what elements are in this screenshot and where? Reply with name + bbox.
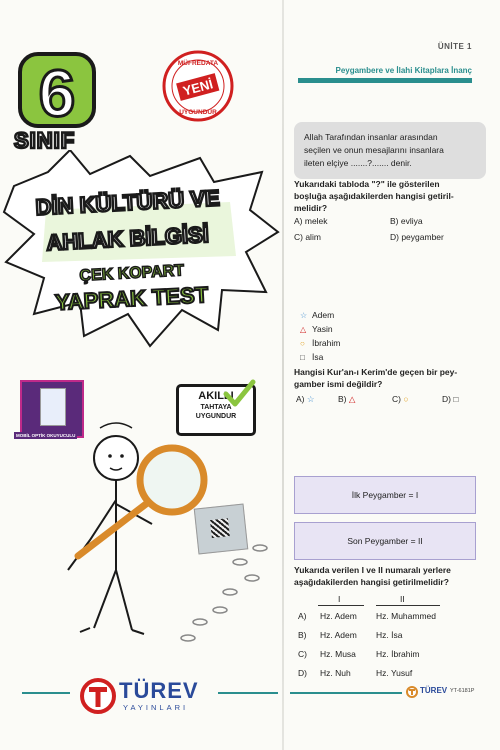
star-icon: ☆ bbox=[306, 394, 315, 404]
board-line-2: TAHTAYA bbox=[200, 404, 232, 411]
square-icon: □ bbox=[453, 394, 459, 404]
badge-main-text: YENİ bbox=[181, 76, 215, 99]
triangle-icon: △ bbox=[348, 394, 356, 404]
left-footer-line bbox=[22, 692, 70, 694]
question2-stem bbox=[294, 366, 474, 390]
q3-row-label[interactable]: C) bbox=[298, 649, 307, 659]
footer-logo-icon bbox=[406, 686, 418, 698]
mobile-reader-label: MOBİL OPTİK OKUYUCULU bbox=[16, 433, 76, 438]
question1-box bbox=[294, 122, 486, 179]
square-icon: □ bbox=[300, 353, 305, 362]
q3-row-col1: Hz. Adem bbox=[320, 611, 357, 621]
q3-row-label[interactable]: A) bbox=[298, 611, 307, 621]
q1-stem-line: melidir? bbox=[294, 203, 328, 213]
q2-option-a[interactable] bbox=[296, 394, 315, 405]
subtitle-line-1: ÇEK KOPART bbox=[79, 262, 185, 285]
q2-stem-line: gamber ismi değildir? bbox=[294, 379, 383, 389]
option-letter: C) bbox=[392, 394, 401, 404]
q1-option-d[interactable]: D) peygamber bbox=[390, 232, 444, 242]
title-line-1: DİN KÜLTÜRÜ VE bbox=[35, 185, 221, 220]
q2-stem-line: Hangisi Kur'an-ı Kerim'de geçen bir pey- bbox=[294, 367, 458, 377]
q3-stem-line: aşağıdakilerden hangisi getirilmelidir? bbox=[294, 577, 449, 587]
board-line-1: AKILLI bbox=[198, 390, 234, 402]
grade-number-icon bbox=[16, 50, 98, 130]
option-letter: B) bbox=[338, 394, 347, 404]
publisher-sub: YAYINLARI bbox=[123, 703, 189, 712]
q2-item-label: İbrahim bbox=[312, 338, 341, 348]
q1-box-line: seçilen ve onun mesajlarını insanlara bbox=[304, 145, 444, 155]
q2-item bbox=[300, 338, 340, 348]
q1-stem-line: Yukarıdaki tabloda "?" ile gösterilen bbox=[294, 179, 440, 189]
page-fold bbox=[282, 0, 284, 750]
option-letter: D) bbox=[442, 394, 451, 404]
q3-row-col1: Hz. Adem bbox=[320, 630, 357, 640]
footprints-decoration bbox=[160, 540, 280, 650]
grade-label: SINIF bbox=[14, 128, 76, 153]
q3-row-col1: Hz. Nuh bbox=[320, 668, 351, 678]
qr-code-icon bbox=[210, 518, 230, 538]
q3-col2-rule bbox=[376, 605, 440, 606]
last-prophet-box: Son Peygamber = II bbox=[294, 522, 476, 560]
publisher-logo-icon bbox=[80, 678, 116, 714]
first-prophet-box: İlk Peygamber = I bbox=[294, 476, 476, 514]
question1-stem bbox=[294, 178, 474, 214]
q3-row-col2: Hz. İsa bbox=[376, 630, 403, 640]
option-letter: A) bbox=[296, 394, 305, 404]
badge-bottom-text: UYGUNDUR bbox=[179, 109, 217, 116]
unit-label: ÜNİTE 1 bbox=[437, 42, 472, 51]
subject-title: Peygambere ve İlahi Kitaplara İnanç bbox=[335, 66, 472, 75]
board-line-3: UYGUNDUR bbox=[195, 413, 237, 420]
footer-brand: TÜREV bbox=[420, 686, 448, 695]
q1-stem-line: boşluğa aşağıdakilerden hangisi getiril- bbox=[294, 191, 454, 201]
q3-stem-line: Yukarıda verilen I ve II numaralı yerlere bbox=[294, 565, 451, 575]
header-bar bbox=[298, 78, 472, 83]
subtitle-line-2: YAPRAK TEST bbox=[54, 282, 209, 316]
new-curriculum-badge bbox=[160, 48, 236, 124]
q3-col2-header: II bbox=[400, 594, 405, 604]
q2-item bbox=[300, 324, 333, 334]
q2-item-label: Yasin bbox=[312, 324, 333, 334]
q1-option-c[interactable]: C) alim bbox=[294, 232, 321, 242]
q2-item bbox=[300, 352, 323, 362]
title-line-2: AHLAK BİLGİSİ bbox=[45, 221, 210, 256]
check-mark-icon bbox=[222, 378, 256, 408]
q2-item-label: Adem bbox=[312, 310, 335, 320]
publisher-name: TÜREV bbox=[119, 678, 199, 703]
q3-row-col2: Hz. Muhammed bbox=[376, 611, 436, 621]
triangle-icon: △ bbox=[300, 325, 307, 334]
q1-option-b[interactable]: B) evliya bbox=[390, 216, 423, 226]
grade-number: 6 bbox=[38, 56, 76, 130]
circle-icon: ○ bbox=[403, 394, 409, 404]
badge-top-text: MÜFREDATA bbox=[177, 60, 219, 67]
q1-box-line: Allah Tarafından insanlar arasından bbox=[304, 132, 438, 142]
q3-col1-header: I bbox=[338, 594, 341, 604]
q2-item-label: İsa bbox=[312, 352, 324, 362]
title-burst bbox=[0, 150, 282, 350]
q3-row-label[interactable]: B) bbox=[298, 630, 307, 640]
circle-icon: ○ bbox=[300, 339, 305, 348]
star-icon: ☆ bbox=[300, 311, 308, 320]
q3-row-col2: Hz. Yusuf bbox=[376, 668, 413, 678]
question3-stem bbox=[294, 564, 474, 588]
q1-option-a[interactable]: A) melek bbox=[294, 216, 328, 226]
footer-code: YT-6181P bbox=[450, 688, 475, 694]
right-footer-line bbox=[290, 692, 402, 694]
q1-box-line: ileten elçiye .......?....... denir. bbox=[304, 158, 412, 168]
left-footer-line-2 bbox=[218, 692, 278, 694]
q2-item bbox=[300, 310, 334, 320]
q3-col1-rule bbox=[318, 605, 364, 606]
q2-option-d[interactable] bbox=[442, 394, 459, 404]
q3-row-col1: Hz. Musa bbox=[320, 649, 356, 659]
q2-option-b[interactable] bbox=[338, 394, 355, 405]
q3-row-col2: Hz. İbrahim bbox=[376, 649, 420, 659]
q2-option-c[interactable] bbox=[392, 394, 409, 404]
q3-row-label[interactable]: D) bbox=[298, 668, 307, 678]
